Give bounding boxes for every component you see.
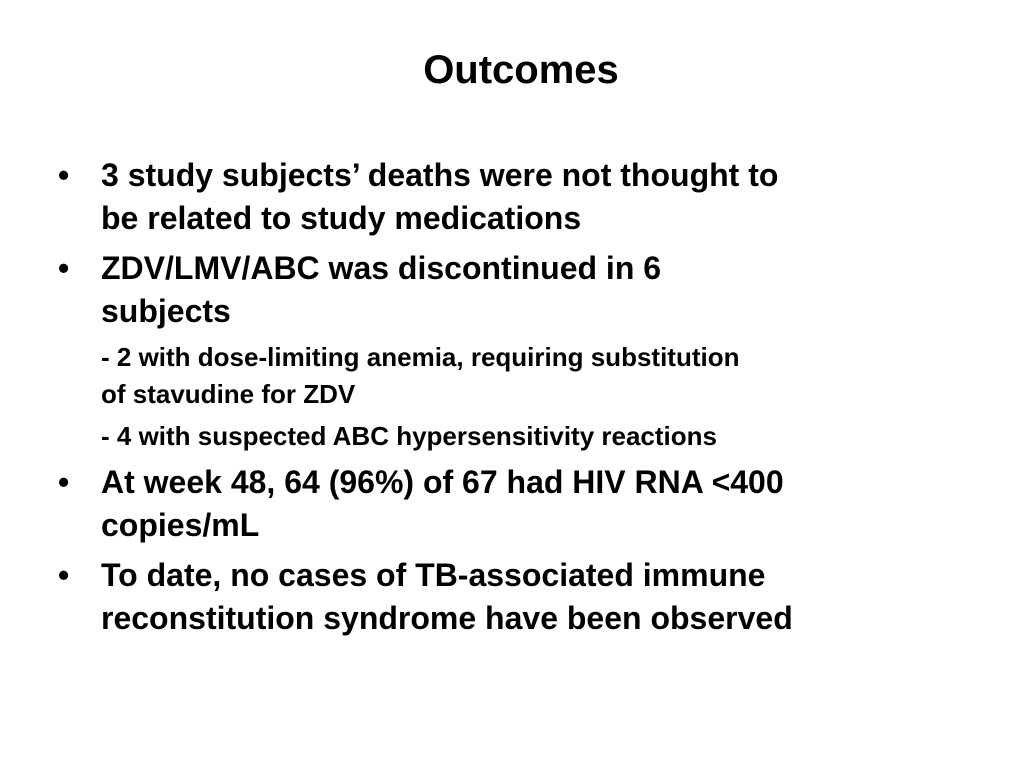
bullet-icon: • [58,250,70,286]
bullet-icon: • [58,557,70,593]
bullet-text-line: To date, no cases of TB-associated immune [101,557,766,593]
bullet-text-line: reconstitution syndrome have been observed [101,600,793,636]
bullet-text-line: At week 48, 64 (96%) of 67 had HIV RNA <400 [101,464,784,500]
bullet-text-line: ZDV/LMV/ABC was discontinued in 6 [101,250,662,286]
sub-item-text-line: - 4 with suspected ABC hypersensitivity reactions [101,421,717,451]
bullet-text-line: be related to study medications [101,200,582,236]
slide-title: Outcomes [423,48,619,92]
bullet-item-deaths [58,154,988,240]
bullet-list [58,154,988,647]
sub-item-text-line: - 2 with dose-limiting anemia, requiring substitution [101,342,740,372]
bullet-text-line: 3 study subjects’ deaths were not thought to [101,157,779,193]
bullet-icon: • [58,157,70,193]
bullet-item-discontinued [58,247,988,333]
bullet-item-week48 [58,461,988,547]
bullet-icon: • [58,464,70,500]
sub-item-text-line: of stavudine for ZDV [101,379,356,409]
bullet-text-line: subjects [101,293,231,329]
bullet-text-line: copies/mL [101,507,260,543]
sub-item-hypersensitivity [58,418,988,455]
bullet-item-tb-iris [58,554,988,640]
sub-item-anemia [58,339,988,413]
